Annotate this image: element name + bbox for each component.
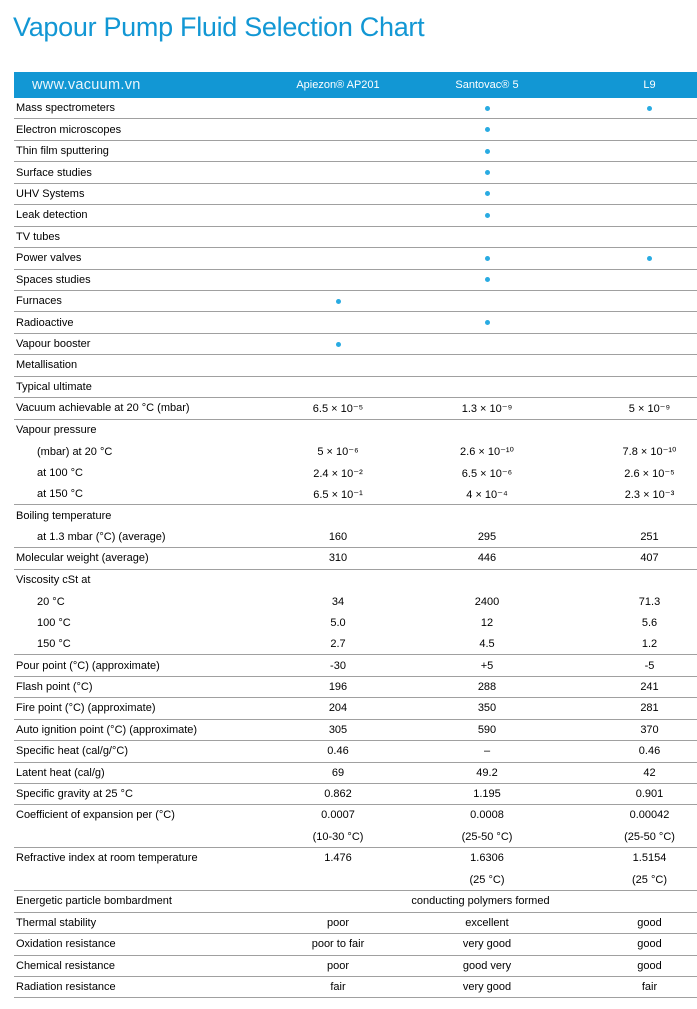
row-label: (mbar) at 20 °C: [37, 445, 113, 458]
row-label: Flash point (°C): [16, 681, 93, 694]
value-cell-l9: 370: [640, 723, 659, 736]
row-label: 20 °C: [37, 595, 65, 608]
table-row-vapour-pressure-100c: [14, 462, 697, 483]
value-cell-l9: fair: [641, 981, 658, 994]
column-header-l9: L9: [643, 79, 656, 91]
table-header-row: [14, 72, 697, 98]
dot-cell-apiezon: [264, 299, 412, 304]
bullet-dot-icon: [485, 170, 490, 175]
row-label: Vapour pressure: [16, 424, 97, 437]
value-cell-apiezon: 5 × 10⁻⁶: [317, 446, 359, 459]
value-cell-santovac: [412, 848, 562, 891]
table-row-boiling-temperature: [14, 505, 697, 526]
value-cell-apiezon: -30: [330, 659, 346, 672]
value-cell-apiezon: 34: [331, 595, 345, 608]
value-subline: (25-50 °C): [624, 830, 675, 843]
row-label: Specific heat (cal/g/°C): [16, 745, 128, 758]
value-cell-santovac: 1.195: [473, 788, 501, 801]
row-label: Fire point (°C) (approximate): [16, 702, 156, 715]
row-label: Coefficient of expansion per (°C): [16, 809, 175, 822]
table-row-typical-ultimate: [14, 377, 697, 398]
value-cell-l9: 407: [640, 552, 659, 565]
row-label: Specific gravity at 25 °C: [16, 788, 133, 801]
value-cell-santovac: 590: [477, 723, 497, 736]
row-label: Metallisation: [16, 359, 78, 372]
table-row-mass-spectrometers: [14, 98, 697, 119]
table-row-vapour-pressure-20c: [14, 441, 697, 462]
table-row-surface-studies: [14, 162, 697, 183]
value-cell-apiezon: 0.862: [324, 788, 352, 801]
dot-cell-santovac: [412, 277, 562, 282]
table-row-viscosity: [14, 570, 697, 591]
row-label: Vapour booster: [16, 338, 91, 351]
row-label: Spaces studies: [16, 273, 91, 286]
table-row-boiling-at-1-3-mbar: [14, 527, 697, 548]
row-label: Latent heat (cal/g): [16, 766, 105, 779]
dot-cell-santovac: [412, 191, 562, 196]
value-cell-santovac: 295: [477, 530, 497, 543]
bullet-dot-icon: [647, 256, 652, 261]
value-line: 1.6306: [470, 852, 504, 865]
table-row-latent-heat: [14, 763, 697, 784]
dot-cell-santovac: [412, 256, 562, 261]
bullet-dot-icon: [485, 149, 490, 154]
table-row-spaces-studies: [14, 270, 697, 291]
value-line: 0.0007: [321, 809, 355, 822]
row-label: Radioactive: [16, 316, 74, 329]
row-label: Power valves: [16, 252, 82, 265]
row-label: Refractive index at room temperature: [16, 852, 198, 865]
value-cell-apiezon: 69: [331, 766, 345, 779]
row-label: UHV Systems: [16, 187, 85, 200]
value-cell-apiezon: 196: [328, 681, 348, 694]
value-cell-l9: 241: [640, 681, 659, 694]
value-cell-santovac: 446: [477, 552, 497, 565]
column-header-santovac: Santovac® 5: [455, 79, 519, 91]
value-cell-santovac: 2400: [474, 595, 500, 608]
table-row-leak-detection: [14, 205, 697, 226]
table-row-specific-heat: [14, 741, 697, 762]
value-cell-santovac: +5: [480, 659, 494, 672]
bullet-dot-icon: [485, 127, 490, 132]
value-cell-santovac: very good: [462, 981, 512, 994]
value-cell-l9: [562, 805, 697, 848]
value-cell-santovac: 4.5: [479, 638, 495, 651]
table-row-electron-microscopes: [14, 119, 697, 140]
value-cell-santovac: 49.2: [476, 766, 498, 779]
dot-cell-santovac: [412, 127, 562, 132]
bullet-dot-icon: [336, 342, 341, 347]
row-label: Furnaces: [16, 295, 62, 308]
bullet-dot-icon: [485, 213, 490, 218]
row-label: Radiation resistance: [16, 981, 116, 994]
row-label: Oxidation resistance: [16, 938, 116, 951]
value-cell-santovac: 6.5 × 10⁻⁶: [461, 467, 513, 480]
page-title: Vapour Pump Fluid Selection Chart: [13, 12, 425, 42]
row-label: Surface studies: [16, 166, 92, 179]
value-subline: (25 °C): [469, 873, 505, 886]
value-cell-santovac: 288: [477, 681, 497, 694]
value-cell-l9: 251: [640, 530, 659, 543]
bullet-dot-icon: [485, 106, 490, 111]
bullet-dot-icon: [485, 256, 490, 261]
value-cell-apiezon: 2.7: [330, 638, 346, 651]
dot-cell-l9: [562, 256, 697, 261]
value-cell-l9: 0.901: [635, 788, 664, 801]
dot-cell-santovac: [412, 170, 562, 175]
value-cell-apiezon: 0.46: [327, 745, 349, 758]
table-row-viscosity-20c: [14, 591, 697, 612]
table-row-thermal-stability: [14, 913, 697, 934]
value-cell-apiezon: fair: [330, 981, 346, 994]
value-cell-l9: good: [637, 959, 662, 972]
value-cell-l9: good: [637, 916, 662, 929]
value-cell-apiezon: poor: [326, 959, 350, 972]
table-row-flash-point: [14, 677, 697, 698]
value-line: 1.5154: [632, 852, 667, 865]
value-cell-santovac: 1.3 × 10⁻⁹: [461, 402, 513, 415]
value-cell-santovac: 4 × 10⁻⁴: [466, 488, 508, 501]
dot-cell-santovac: [412, 213, 562, 218]
table-row-energetic-particle-bombardment: [14, 891, 697, 912]
value-cell-santovac: 12: [480, 617, 494, 630]
value-cell-l9: 7.8 × 10⁻¹⁰: [622, 446, 677, 459]
value-cell-apiezon: poor: [326, 916, 350, 929]
table-row-tv-tubes: [14, 227, 697, 248]
page: [0, 9, 697, 998]
row-label: Auto ignition point (°C) (approximate): [16, 723, 198, 736]
table-row-vacuum-achievable: [14, 398, 697, 419]
value-cell-apiezon: 2.4 × 10⁻²: [313, 467, 363, 480]
dot-cell-santovac: [412, 106, 562, 111]
row-label: 100 °C: [37, 617, 71, 630]
row-label: at 150 °C: [37, 488, 83, 501]
value-line: 0.00042: [629, 809, 670, 822]
row-label: Chemical resistance: [16, 959, 116, 972]
table-row-coefficient-of-expansion: [14, 805, 697, 848]
row-label: Leak detection: [16, 209, 88, 222]
value-cell-l9: [562, 848, 697, 891]
fluid-selection-table: [14, 72, 697, 998]
row-label: Molecular weight (average): [16, 552, 149, 565]
value-cell-apiezon: 204: [328, 702, 348, 715]
row-label: Thermal stability: [16, 916, 97, 929]
table-row-fire-point: [14, 698, 697, 719]
row-label: Pour point (°C) (approximate): [16, 659, 160, 672]
dot-cell-l9: [562, 106, 697, 111]
value-cell-l9: 0.46: [638, 745, 661, 758]
bullet-dot-icon: [485, 277, 490, 282]
value-cell-apiezon: [264, 805, 412, 848]
row-label: 150 °C: [37, 638, 71, 651]
dot-cell-santovac: [412, 320, 562, 325]
row-label: TV tubes: [16, 230, 61, 243]
table-row-pour-point: [14, 655, 697, 676]
value-cell-l9: -5: [644, 659, 655, 672]
table-row-oxidation-resistance: [14, 934, 697, 955]
value-cell-apiezon: 5.0: [330, 617, 346, 630]
row-label: at 1.3 mbar (°C) (average): [37, 530, 166, 543]
table-row-refractive-index: [14, 848, 697, 891]
table-row-vapour-pressure-150c: [14, 484, 697, 505]
value-cell-santovac: [412, 805, 562, 848]
value-cell-santovac: good very: [462, 959, 512, 972]
value-cell-apiezon: 6.5 × 10⁻¹: [313, 488, 363, 501]
table-row-molecular-weight: [14, 548, 697, 569]
value-cell-santovac: –: [483, 745, 491, 758]
value-cell-l9: 42: [643, 766, 656, 779]
value-cell-l9: good: [637, 938, 662, 951]
table-row-specific-gravity: [14, 784, 697, 805]
row-label: Energetic particle bombardment: [16, 895, 172, 908]
value-cell-apiezon: [264, 848, 412, 891]
table-row-metallisation: [14, 355, 697, 376]
value-subline: (10-30 °C): [312, 830, 364, 843]
value-cell-apiezon: 305: [328, 723, 348, 736]
value-cell-santovac: excellent: [465, 916, 509, 929]
value-subline: (25 °C): [632, 873, 667, 886]
table-row-radiation-resistance: [14, 977, 697, 998]
value-cell-l9: 1.2: [641, 638, 658, 651]
value-cell-l9: 5.6: [641, 617, 658, 630]
table-row-viscosity-150c: [14, 634, 697, 655]
value-subline: [264, 870, 412, 891]
site-link[interactable]: www.vacuum.vn: [32, 77, 141, 93]
row-label: Electron microscopes: [16, 123, 122, 136]
row-label: at 100 °C: [37, 467, 83, 480]
value-cell-apiezon: 6.5 × 10⁻⁵: [312, 402, 364, 415]
value-cell-l9: 2.3 × 10⁻³: [624, 488, 675, 501]
row-label: Viscosity cSt at: [16, 574, 91, 587]
value-line: 0.0008: [470, 809, 504, 822]
row-label: Boiling temperature: [16, 510, 112, 523]
table-row-viscosity-100c: [14, 613, 697, 634]
table-row-uhv-systems: [14, 184, 697, 205]
value-cell-santovac: 2.6 × 10⁻¹⁰: [460, 446, 514, 459]
value-cell-apiezon: poor to fair: [311, 938, 365, 951]
value-cell-apiezon: 310: [328, 552, 348, 565]
dot-cell-santovac: [412, 149, 562, 154]
row-label: Thin film sputtering: [16, 145, 109, 158]
table-row-vapour-pressure: [14, 420, 697, 441]
value-cell-l9: 5 × 10⁻⁹: [628, 402, 671, 415]
bullet-dot-icon: [485, 191, 490, 196]
row-label: Typical ultimate: [16, 380, 92, 393]
bullet-dot-icon: [647, 106, 652, 111]
dot-cell-apiezon: [264, 342, 412, 347]
value-cell-l9: 71.3: [638, 595, 661, 608]
value-cell-santovac: very good: [462, 938, 512, 951]
bullet-dot-icon: [485, 320, 490, 325]
table-row-chemical-resistance: [14, 956, 697, 977]
value-line: 1.476: [324, 852, 352, 865]
bullet-dot-icon: [336, 299, 341, 304]
table-row-vapour-booster: [14, 334, 697, 355]
value-cell-santovac: 350: [477, 702, 497, 715]
row-label: Vacuum achievable at 20 °C (mbar): [16, 402, 190, 415]
value-cell-l9: 281: [640, 702, 659, 715]
table-row-furnaces: [14, 291, 697, 312]
table-row-thin-film-sputtering: [14, 141, 697, 162]
table-row-power-valves: [14, 248, 697, 269]
value-cell-apiezon: 160: [328, 530, 348, 543]
column-header-apiezon: Apiezon® AP201: [296, 79, 380, 91]
table-row-radioactive: [14, 312, 697, 333]
spanned-value-cell: conducting polymers formed: [411, 895, 550, 908]
table-row-auto-ignition-point: [14, 720, 697, 741]
value-subline: (25-50 °C): [461, 830, 513, 843]
row-label: Mass spectrometers: [16, 102, 116, 115]
value-cell-l9: 2.6 × 10⁻⁵: [624, 467, 675, 480]
